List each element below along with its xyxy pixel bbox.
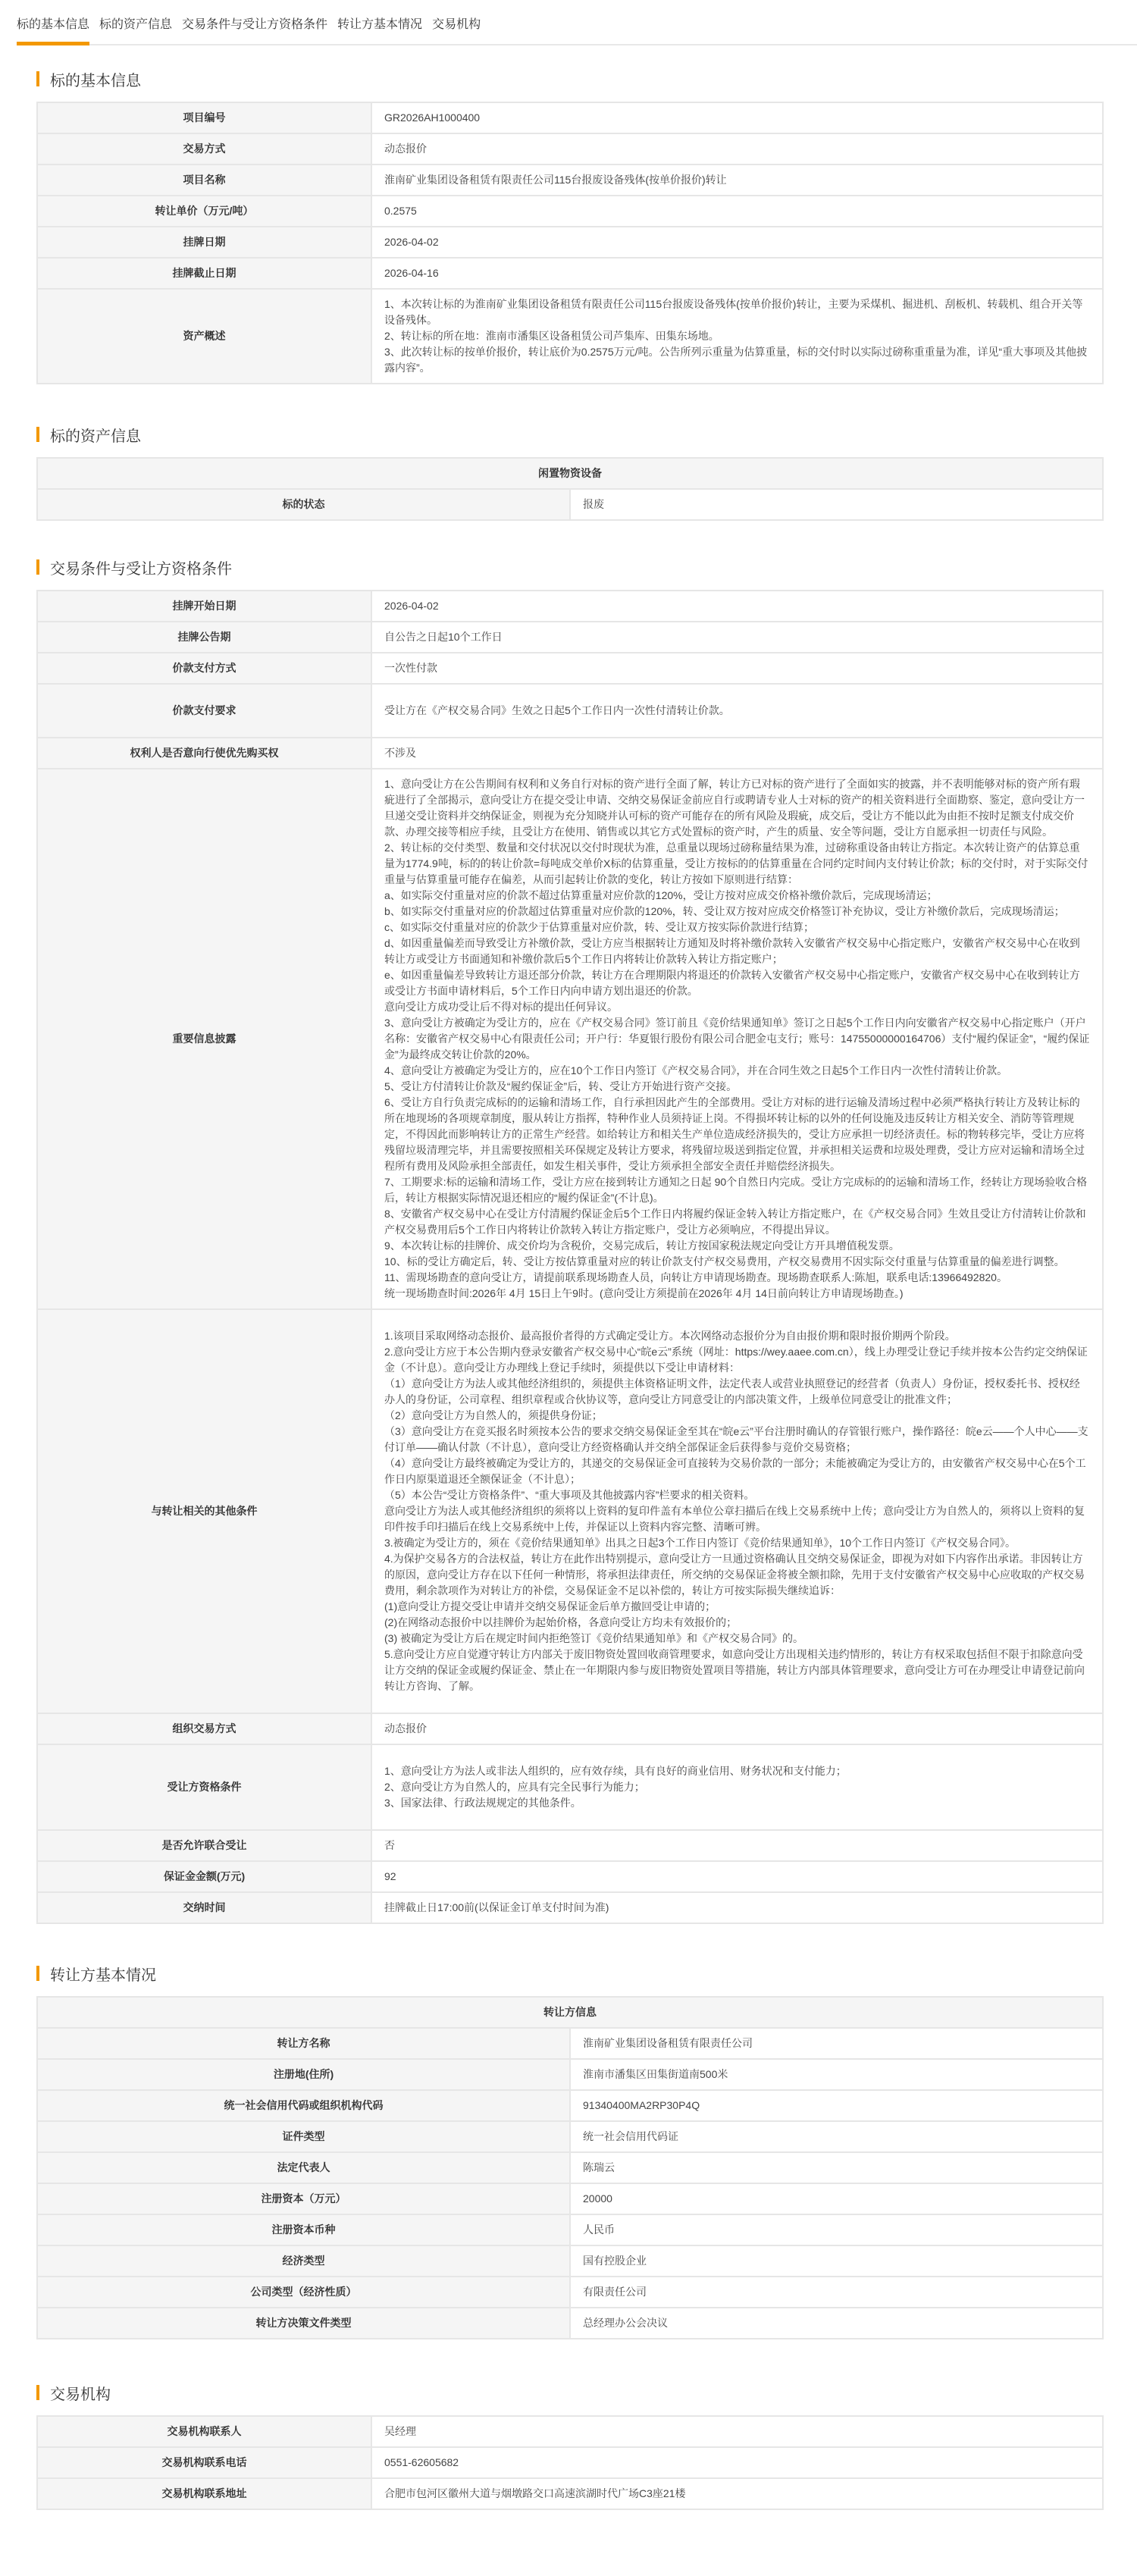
paragraph: 2、转让标的所在地：淮南市潘集区设备租赁公司芦集库、田集东场地。 — [384, 330, 719, 342]
row-value: 动态报价 — [371, 1713, 1103, 1744]
row-label: 转让单价（万元/吨） — [37, 196, 371, 227]
row-label: 交易机构联系人 — [37, 2416, 371, 2447]
row-label: 注册资本币种 — [37, 2214, 570, 2245]
row-label: 统一社会信用代码或组织机构代码 — [37, 2090, 570, 2121]
row-value: 一次性付款 — [371, 653, 1103, 684]
table-row — [37, 2152, 1103, 2183]
table-row — [37, 1830, 1103, 1861]
row-label: 挂牌开始日期 — [37, 591, 371, 622]
table-row — [37, 258, 1103, 289]
paragraph: 统一现场勘查时间:2026年 4月 15日上午9时。(意向受让方须提前在2026年 4月 14日前向转让方申请现场勘查。) — [384, 1287, 904, 1299]
table-row — [37, 489, 1103, 520]
section-title — [36, 552, 1104, 582]
row-label: 交易方式 — [37, 133, 371, 165]
row-label: 法定代表人 — [37, 2152, 570, 2183]
table-header-row — [37, 458, 1103, 489]
paragraph: 5.意向受让方应自觉遵守转让方内部关于废旧物资处置回收商管理要求，如意向受让方出现相关违约情形的，转让方有权采取包括但不限于扣除意向受让方交纳的保证金或履约保证金、禁止在一年期限内参与废旧物资处置项目等措施，转让方内部具体管理要求，意向受让方可在办理受让申请登记前向转让方咨询、了解。 — [384, 1648, 1085, 1692]
table-row — [37, 1892, 1103, 1923]
paragraph: e、如因重量偏差导致转让方退还部分价款，转让方在合理期限内将退还的价款转入安徽省产权交易中心指定账户，安徽省产权交易中心在收到转让方或受让方书面申请材料后，5个工作日内向申请方划出退还的价款。 — [384, 969, 1080, 997]
paragraph: 6、受让方自行负责完成标的的运输和清场工作，自行承担因此产生的全部费用。受让方对标的进行运输及清场过程中必须严格执行转让方及转让标的所在地现场的各项规章制度，服从转让方指挥，特种作业人员须持证上岗。不得损坏转让标的以外的任何设施及违反转让方相关安全、消防等管理规定，不得因此而影响转让方的正常生产经营。如给转让方和相关生产单位造成经济损失的，受让方应承担一切经济责任。标的物转移完毕，受让方应将残留垃圾清理完毕，并且需要按照相关环保规定及转让方要求，将残留垃圾送到指定位置，并承担相关运费和垃圾处理费，受让方应对运输和清场全过程所有费用及风险承担全部责任，如发生相关事件，受让方须承担全部安全责任并赔偿经济损失。 — [384, 1096, 1085, 1172]
row-value: 否 — [371, 1830, 1103, 1861]
paragraph: c、如实际交付重量对应的价款少于估算重量对应价款，转、受让双方按实际价款进行结算； — [384, 921, 814, 933]
paragraph: 意向受让方成功受让后不得对标的提出任何异议。 — [384, 1001, 618, 1013]
row-value: 91340400MA2RP30P4Q — [570, 2090, 1103, 2121]
paragraph: b、如实际交付重量对应的价款超过估算重量对应价款的120%，转、受让双方按对应成交价格签订补充协议，受让方补缴价款后，完成现场清运； — [384, 905, 1065, 917]
row-value: 淮南矿业集团设备租赁有限责任公司115台报废设备残体(按单价报价)转让 — [371, 165, 1103, 196]
table-row — [37, 2416, 1103, 2447]
paragraph: 3、意向受让方被确定为受让方的，应在《产权交易合同》签订前且《竞价结果通知单》签订之日起5个工作日内向安徽省产权交易中心指定账户（开户名称：安徽省产权交易中心有限责任公司；开户行：华夏银行股份有限公司合肥金屯支行；账号：14755000000164706）支付“履约保证金”，“履约保证金”为最终成交转让价款的20%。 — [384, 1017, 1090, 1061]
row-label: 公司类型（经济性质） — [37, 2277, 570, 2308]
row-value — [371, 1744, 1103, 1830]
row-label: 转让方决策文件类型 — [37, 2308, 570, 2339]
row-value: 报废 — [570, 489, 1103, 520]
row-value: 2026-04-16 — [371, 258, 1103, 289]
table-row — [37, 2121, 1103, 2152]
row-value: 挂牌截止日17:00前(以保证金订单支付时间为准) — [371, 1892, 1103, 1923]
row-value: GR2026AH1000400 — [371, 102, 1103, 133]
section-basic-info — [36, 64, 1104, 384]
table-row — [37, 2028, 1103, 2059]
table-row — [37, 738, 1103, 769]
section-title-text: 标的基本信息 — [50, 72, 141, 89]
section-title-bar — [36, 2385, 39, 2400]
tab-transferor-info[interactable]: 转让方基本情况 — [337, 18, 423, 31]
row-label: 资产概述 — [37, 289, 371, 384]
row-value: 合肥市包河区徽州大道与烟墩路交口高速滨湖时代广场C3座21楼 — [371, 2478, 1103, 2509]
paragraph: 4、意向受让方被确定为受让方的，应在10个工作日内签订《产权交易合同》，并在合同生效之日起5个工作日内一次性付清转让价款。 — [384, 1064, 1008, 1076]
paragraph: （4）意向受让方最终被确定为受让方的，其递交的交易保证金可直接转为交易价款的一部分；未能被确定为受让方的，由安徽省产权交易中心在5个工作日内原渠道退还全额保证金（不计息）； — [384, 1457, 1086, 1485]
row-value: 国有控股企业 — [570, 2245, 1103, 2277]
paragraph: （5）本公告“受让方资格条件”、“重大事项及其他披露内容”栏要求的相关资料。 — [384, 1489, 755, 1501]
table-row — [37, 289, 1103, 384]
section-asset-info — [36, 419, 1104, 521]
section-title-text: 交易条件与受让方资格条件 — [50, 560, 232, 578]
section-title — [36, 2377, 1104, 2408]
paragraph: 2、意向受让方为自然人的，应具有完全民事行为能力； — [384, 1781, 645, 1793]
tab-trade-conditions[interactable]: 交易条件与受让方资格条件 — [182, 18, 328, 31]
info-table — [36, 590, 1104, 1924]
row-label: 保证金金额(万元) — [37, 1861, 371, 1892]
section-title-bar — [36, 559, 39, 575]
table-row — [37, 2090, 1103, 2121]
paragraph: (3) 被确定为受让方后在规定时间内拒绝签订《竞价结果通知单》和《产权交易合同》的。 — [384, 1632, 803, 1644]
table-row — [37, 2214, 1103, 2245]
row-value: 总经理办公会决议 — [570, 2308, 1103, 2339]
row-value: 动态报价 — [371, 133, 1103, 165]
section-title — [36, 1958, 1104, 1988]
section-title-bar — [36, 427, 39, 442]
table-row — [37, 2245, 1103, 2277]
row-label: 挂牌截止日期 — [37, 258, 371, 289]
paragraph: 1、本次转让标的为淮南矿业集团设备租赁有限责任公司115台报废设备残体(按单价报价)转让，主要为采煤机、掘进机、刮板机、转载机、组合开关等设备残体。 — [384, 298, 1083, 326]
table-row — [37, 2447, 1103, 2478]
table-row — [37, 653, 1103, 684]
paragraph: （2）意向受让方为自然人的，须提供身份证； — [384, 1409, 603, 1421]
row-label: 转让方名称 — [37, 2028, 570, 2059]
row-label: 是否允许联合受让 — [37, 1830, 371, 1861]
tab-basic-info[interactable]: 标的基本信息 — [17, 15, 89, 44]
paragraph: 3.被确定为受让方的，须在《竞价结果通知单》出具之日起3个工作日内签订《竞价结果通知单》，10个工作日内签订《产权交易合同》。 — [384, 1537, 1016, 1549]
row-value: 有限责任公司 — [570, 2277, 1103, 2308]
row-label: 价款支付要求 — [37, 684, 371, 738]
row-label: 项目编号 — [37, 102, 371, 133]
row-label: 挂牌日期 — [37, 227, 371, 258]
row-label: 受让方资格条件 — [37, 1744, 371, 1830]
section-title-text: 交易机构 — [50, 2386, 111, 2403]
row-value: 0.2575 — [371, 196, 1103, 227]
row-value: 淮南市潘集区田集街道南500米 — [570, 2059, 1103, 2090]
row-label: 交易机构联系电话 — [37, 2447, 371, 2478]
paragraph: d、如因重量偏差而导致受让方补缴价款，受让方应当根据转让方通知及时将补缴价款转入安徽省产权交易中心指定账户，安徽省产权交易中心在收到转让方或受让方书面通知和补缴价款后5个工作日内将转让价款转入转让方指定账户； — [384, 937, 1080, 965]
table-row — [37, 2277, 1103, 2308]
info-table — [36, 102, 1104, 384]
paragraph: 1、意向受让方在公告期间有权利和义务自行对标的资产进行全面了解，转让方已对标的资产进行了全面如实的披露，并不表明能够对标的资产所有瑕疵进行了全部揭示，意向受让方在提交受让申请、交纳交易保证金前应自行或聘请专业人士对标的资产的相关资料进行全面勘察、鉴定，意向受让方一旦递交受让资料并交纳保证金，则视为充分知晓并认可标的资产可能存在的所有风险及瑕疵，成交后，受让方不能以此为由拒不按时足额支付成交价款、办理交接等相应手续，且受让方在使用、销售或以其它方式处置标的资产时，产生的质量、安全等问题，受让方自愿承担一切责任与风险。 — [384, 778, 1085, 838]
info-table — [36, 2415, 1104, 2510]
row-label: 经济类型 — [37, 2245, 570, 2277]
section-title-text: 标的资产信息 — [50, 428, 141, 445]
paragraph: 4.为保护交易各方的合法权益，转让方在此作出特别提示，意向受让方一旦通过资格确认且交纳交易保证金，即视为对如下内容作出承诺。非因转让方的原因，意向受让方存在以下任何一种情形，将承担法律责任，所交纳的交易保证金将被全额扣除，先用于支付安徽省产权交易中心应收取的产权交易费用，剩余款项作为对转让方的补偿，交易保证金不足以补偿的，转让方可按实际损失继续追诉： — [384, 1553, 1085, 1597]
paragraph: 1.该项目采取网络动态报价、最高报价者得的方式确定受让方。本次网络动态报价分为自由报价期和限时报价期两个阶段。 — [384, 1330, 956, 1342]
table-header-row — [37, 1997, 1103, 2028]
tab-asset-info[interactable]: 标的资产信息 — [99, 18, 173, 31]
table-row — [37, 227, 1103, 258]
table-row — [37, 2059, 1103, 2090]
row-value: 92 — [371, 1861, 1103, 1892]
paragraph: 8、安徽省产权交易中心在受让方付清履约保证金后5个工作日内将履约保证金转入转让方指定账户，在《产权交易合同》生效且受让方付清转让价款和产权交易费用后5个工作日内将转让价款转入转让方指定账户，受让方必须响应，不得提出异议。 — [384, 1208, 1086, 1236]
table-row — [37, 2183, 1103, 2214]
table-row — [37, 196, 1103, 227]
table-row — [37, 165, 1103, 196]
row-label: 证件类型 — [37, 2121, 570, 2152]
table-row — [37, 591, 1103, 622]
paragraph: 9、本次转让标的挂牌价、成交价均为含税价，交易完成后，转让方按国家税法规定向受让方开具增值税发票。 — [384, 1239, 900, 1252]
row-value: 2026-04-02 — [371, 227, 1103, 258]
section-title-bar — [36, 1966, 39, 1981]
row-label: 标的状态 — [37, 489, 570, 520]
paragraph: 11、需现场勘查的意向受让方，请提前联系现场勘查人员，向转让方申请现场勘查。现场勘查联系人:陈旭，联系电话:13966492820。 — [384, 1271, 1007, 1283]
table-row — [37, 769, 1103, 1309]
row-label: 挂牌公告期 — [37, 622, 371, 653]
table-row — [37, 1744, 1103, 1830]
tab-trade-agency[interactable]: 交易机构 — [432, 18, 481, 31]
row-value: 0551-62605682 — [371, 2447, 1103, 2478]
paragraph: 3、此次转让标的按单价报价，转让底价为0.2575万元/吨。公告所列示重量为估算重量，标的交付时以实际过磅称重重量为准，详见“重大事项及其他披露内容”。 — [384, 346, 1088, 374]
row-label: 重要信息披露 — [37, 769, 371, 1309]
row-value: 人民币 — [570, 2214, 1103, 2245]
info-table — [36, 1996, 1104, 2339]
paragraph: 意向受让方为法人或其他经济组织的须将以上资料的复印件盖有本单位公章扫描后在线上交易系统中上传；意向受让方为自然人的，须将以上资料的复印件按手印扫描后在线上交易系统中上传，并保证以上资料内容完整、清晰可辨。 — [384, 1505, 1085, 1533]
paragraph: 2.意向受让方应于本公告期内登录安徽省产权交易中心“皖e云”系统（网址：https://wey.aaee.com.cn），线上办理受让登记手续并按本公告约定交纳保证金（不计息）。意向受让方办理线上登记手续时，须提供以下受让申请材料： — [384, 1346, 1088, 1374]
row-value: 自公告之日起10个工作日 — [371, 622, 1103, 653]
section-title-bar — [36, 71, 39, 86]
row-value: 不涉及 — [371, 738, 1103, 769]
paragraph: （3）意向受让方在竞买报名时须按本公告的要求交纳交易保证金至其在“皖e云”平台注册时确认的存管银行账户，操作路径：皖e云——个人中心——支付订单——确认付款（不计息），意向受让方经资格确认并交纳全部保证金后获得参与竞价交易资格； — [384, 1425, 1088, 1453]
row-value: 吴经理 — [371, 2416, 1103, 2447]
table-row — [37, 684, 1103, 738]
row-label: 与转让相关的其他条件 — [37, 1309, 371, 1713]
row-label: 组织交易方式 — [37, 1713, 371, 1744]
info-table — [36, 457, 1104, 521]
paragraph: （1）意向受让方为法人或其他经济组织的，须提供主体资格证明文件，法定代表人或营业执照登记的经营者（负责人）身份证，授权委托书、授权经办人的身份证，公司章程、组织章程或合伙协议等，意向受让方同意受让的内部决策文件，上级单位同意受让的批准文件； — [384, 1377, 1080, 1406]
row-label: 项目名称 — [37, 165, 371, 196]
row-label: 注册资本（万元） — [37, 2183, 570, 2214]
row-value — [371, 289, 1103, 384]
table-row — [37, 2478, 1103, 2509]
row-value: 陈瑞云 — [570, 2152, 1103, 2183]
section-trade-agency — [36, 2377, 1104, 2510]
paragraph: 10、标的受让方确定后，转、受让方按估算重量对应的转让价款支付产权交易费用，产权交易费用不因实际交付重量与估算重量的偏差进行调整。 — [384, 1255, 1065, 1268]
row-value: 20000 — [570, 2183, 1103, 2214]
table-row — [37, 1713, 1103, 1744]
table-row — [37, 1861, 1103, 1892]
table-row — [37, 622, 1103, 653]
section-tabs — [17, 15, 1137, 45]
row-value — [371, 1309, 1103, 1713]
paragraph: 2、转让标的交付类型、数量和交付状况以交付时现状为准，总重量以现场过磅称量结果为准，过磅称重设备由转让方指定。本次转让资产的估算总重量为1774.9吨，标的的转让价款=每吨成交单价X标的估算重量，受让方按标的的估算重量在合同约定时间内支付转让价款；标的交付时，对于实际交付重量与估算重量可能存在偏差，从而引起转让价款的变化，转让方按如下原则进行结算： — [384, 841, 1088, 885]
row-label: 权利人是否意向行使优先购买权 — [37, 738, 371, 769]
paragraph: (2)在网络动态报价中以挂牌价为起始价格，各意向受让方均未有效报价的； — [384, 1616, 738, 1628]
row-value — [371, 769, 1103, 1309]
table-row — [37, 1309, 1103, 1713]
row-value: 淮南矿业集团设备租赁有限责任公司 — [570, 2028, 1103, 2059]
table-row — [37, 2308, 1103, 2339]
section-title — [36, 64, 1104, 94]
paragraph: a、如实际交付重量对应的价款不超过估算重量对应价款的120%，受让方按对应成交价格补缴价款后，完成现场清运； — [384, 889, 938, 901]
table-header: 闲置物资设备 — [37, 458, 1103, 489]
section-title — [36, 419, 1104, 450]
table-row — [37, 133, 1103, 165]
row-label: 价款支付方式 — [37, 653, 371, 684]
paragraph: 1、意向受让方为法人或非法人组织的，应有效存续，具有良好的商业信用、财务状况和支付能力； — [384, 1765, 847, 1777]
paragraph: 5、受让方付清转让价款及“履约保证金”后，转、受让方开始进行资产交接。 — [384, 1080, 738, 1092]
paragraph: (1)意向受让方提交受让申请并交纳交易保证金后单方撤回受让申请的； — [384, 1600, 716, 1612]
row-label: 交纳时间 — [37, 1892, 371, 1923]
section-title-text: 转让方基本情况 — [50, 1966, 156, 1984]
table-header: 转让方信息 — [37, 1997, 1103, 2028]
section-transferor-info — [36, 1958, 1104, 2339]
row-value: 统一社会信用代码证 — [570, 2121, 1103, 2152]
section-trade-conditions — [36, 552, 1104, 1924]
row-value: 受让方在《产权交易合同》生效之日起5个工作日内一次性付清转让价款。 — [371, 684, 1103, 738]
paragraph: 3、国家法律、行政法规规定的其他条件。 — [384, 1797, 581, 1809]
table-row — [37, 102, 1103, 133]
row-value: 2026-04-02 — [371, 591, 1103, 622]
row-label: 注册地(住所) — [37, 2059, 570, 2090]
row-label: 交易机构联系地址 — [37, 2478, 371, 2509]
paragraph: 7、工期要求:标的运输和清场工作，受让方应在接到转让方通知之日起 90个自然日内完成。受让方完成标的的运输和清场工作，经转让方现场验收合格后，转让方根据实际情况退还相应的“履约保证金”(不计息)。 — [384, 1176, 1088, 1204]
